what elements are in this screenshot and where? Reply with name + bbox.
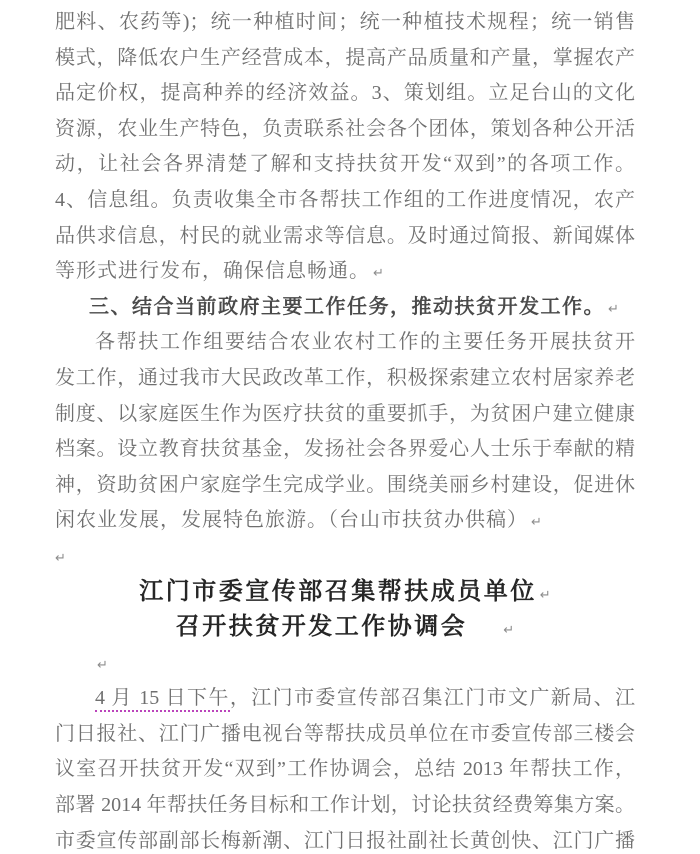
body-line: 议室召开扶贫开发“双到”工作协调会，总结 2013 年帮扶工作， <box>55 758 635 781</box>
section-heading-text: 三、结合当前政府主要工作任务，推动扶贫开发工作。 <box>89 295 605 318</box>
body-line: 4、信息组。负责收集全市各帮扶工作组的工作进度情况，农产 <box>55 188 635 211</box>
body-line <box>55 254 635 290</box>
body-line-text: ，江门市委宣传部召集江门市文广新局、江 <box>229 687 636 710</box>
body-line: 档案。设立教育扶贫基金，发扬社会各界爱心人士乐于奉献的精 <box>55 438 635 461</box>
body-line: 部署 2014 年帮扶任务目标和工作计划，讨论扶贫经费筹集方案。 <box>55 794 635 817</box>
body-line: 品定价权，提高种养的经济效益。3、策划组。立足台山的文化 <box>55 82 635 105</box>
body-line: 神，资助贫困户家庭学生完成学业。围绕美丽乡村建设，促进休 <box>55 473 635 496</box>
body-line: 资源，农业生产特色，负责联系社会各个团体，策划各种公开活 <box>55 117 635 140</box>
article-title-text: 江门市委宣传部召集帮扶成员单位 <box>139 578 537 605</box>
body-line <box>55 681 635 717</box>
article-title-line-1 <box>55 575 635 611</box>
body-line: 动，让社会各界清楚了解和支持扶贫开发“双到”的各项工作。 <box>55 153 635 176</box>
article-title-text: 召开扶贫开发工作协调会 <box>175 614 468 641</box>
paragraph-mark-icon: ↵ <box>531 515 542 531</box>
date-text-underlined: 4 月 15 日下午 <box>95 687 230 712</box>
body-line: 发工作，通过我市大民政改革工作，积极探索建立农村居家养老 <box>55 366 635 389</box>
body-line: 门日报社、江门广播电视台等帮扶成员单位在市委宣传部三楼会 <box>55 722 635 745</box>
paragraph-mark-icon: ↵ <box>608 301 619 317</box>
paragraph-mark-icon: ↵ <box>373 266 384 282</box>
body-line-text: 等形式进行发布，确保信息畅通。 <box>55 260 370 283</box>
section-heading <box>55 290 635 326</box>
paragraph-mark-icon: ↵ <box>539 587 551 603</box>
body-line: 肥料、农药等)；统一种植时间；统一种植技术规程；统一销售 <box>55 11 635 33</box>
body-line: 各帮扶工作组要结合农业农村工作的主要任务开展扶贫开 <box>95 331 635 354</box>
body-line-text: 闲农业发展，发展特色旅游。（台山市扶贫办供稿） <box>55 509 528 532</box>
body-line: 模式，降低农户生产经营成本，提高产品质量和产量，掌握农产 <box>55 46 635 69</box>
body-line: 品供求信息，村民的就业需求等信息。及时通过简报、新闻媒体 <box>55 224 635 247</box>
paragraph-mark-icon: ↵ <box>55 550 66 566</box>
paragraph-mark-icon: ↵ <box>97 657 108 673</box>
body-line: 制度、以家庭医生作为医疗扶贫的重要抓手，为贫困户建立健康 <box>55 402 635 425</box>
article-title-line-2 <box>55 610 635 646</box>
body-line: 市委宣传部副部长梅新潮、江门日报社副社长黄创快、江门广播 <box>55 829 635 852</box>
empty-line <box>55 646 635 682</box>
empty-line <box>55 539 635 575</box>
body-line <box>55 503 635 539</box>
paragraph-mark-icon: ↵ <box>503 623 515 639</box>
